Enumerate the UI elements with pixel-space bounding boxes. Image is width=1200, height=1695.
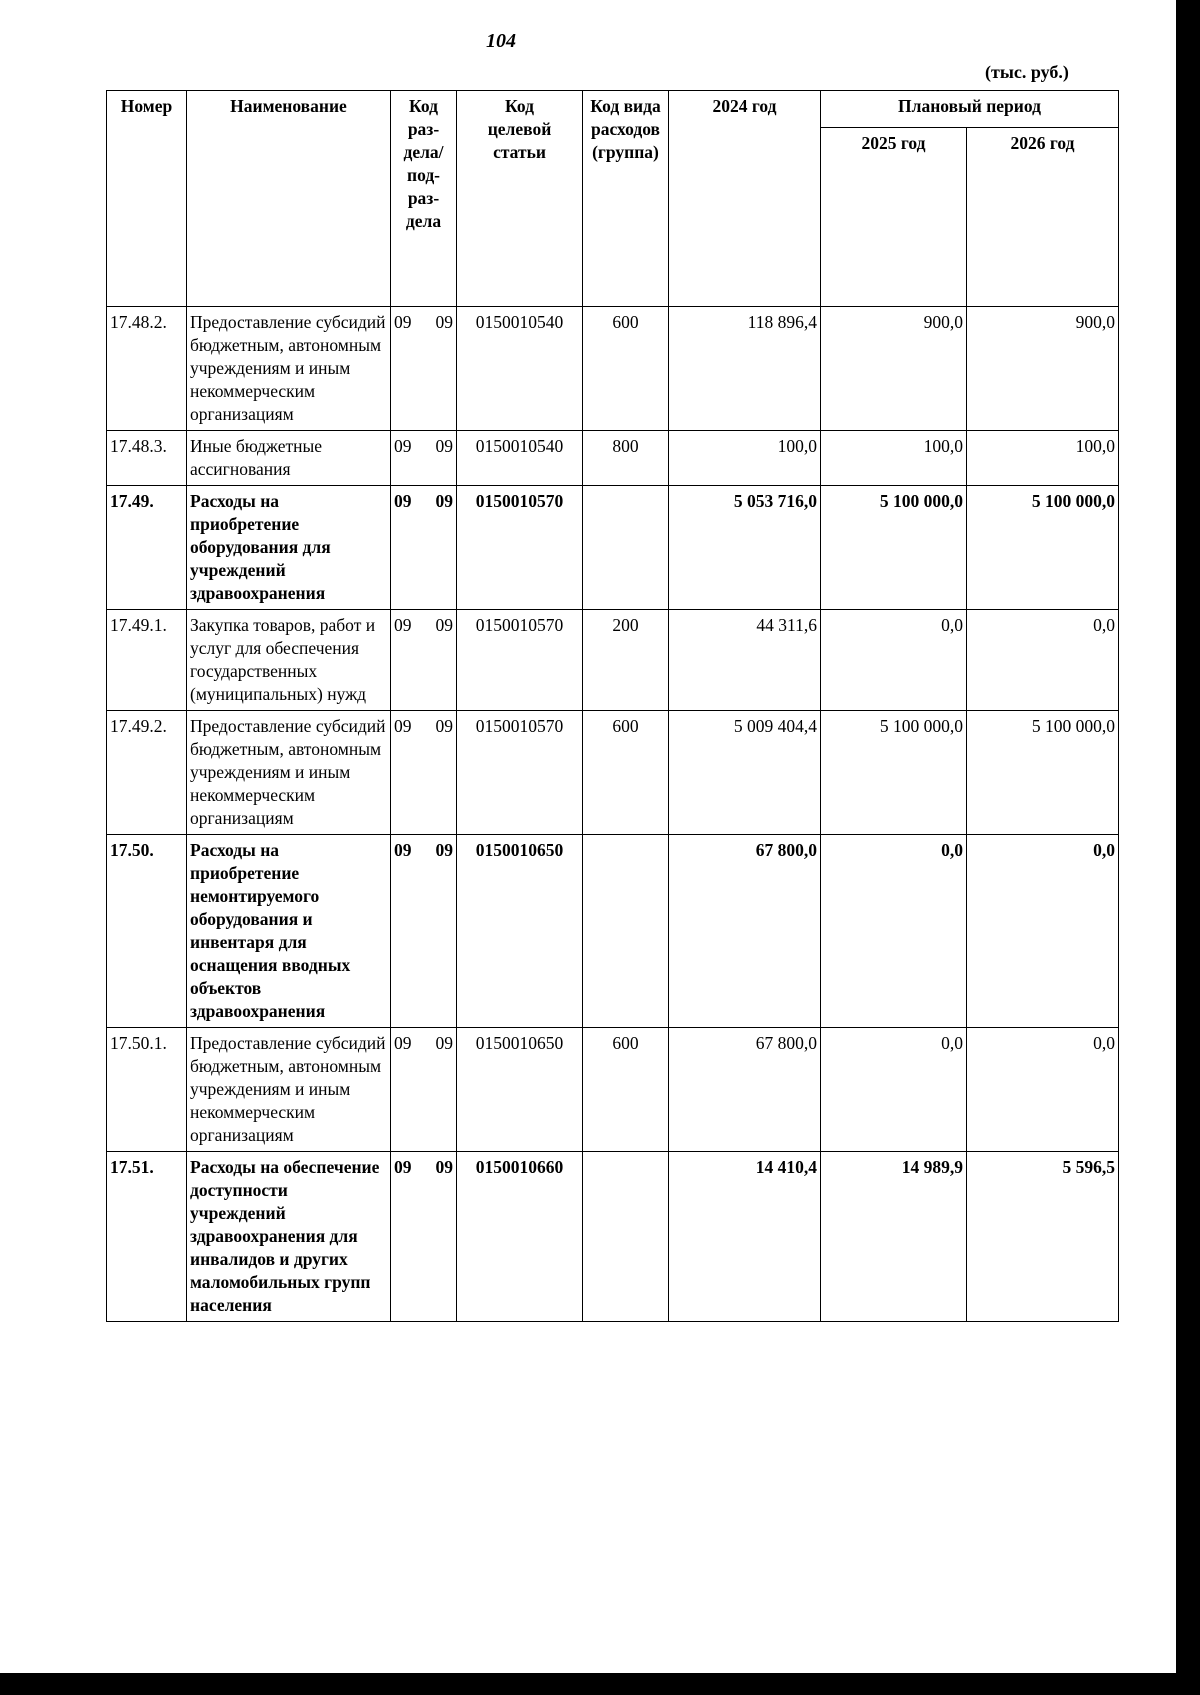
header-2026: 2026 год <box>967 128 1119 307</box>
row-expense-kind <box>583 835 669 1028</box>
row-section-code: 09 <box>394 491 412 511</box>
row-value-2026: 900,0 <box>967 307 1119 431</box>
row-number: 17.49. <box>107 486 187 610</box>
row-value-2026: 0,0 <box>967 835 1119 1028</box>
row-section <box>391 835 457 1028</box>
header-kind: Код вида расходов (группа) <box>583 91 669 307</box>
row-section-code: 09 <box>394 312 412 332</box>
row-section <box>391 1028 457 1152</box>
row-section-code: 09 <box>394 615 412 635</box>
row-target-code: 0150010650 <box>457 835 583 1028</box>
row-section-code: 09 <box>394 840 412 860</box>
table-row <box>107 1152 1119 1322</box>
table-row <box>107 307 1119 431</box>
row-section-code: 09 <box>394 1033 412 1053</box>
table-row <box>107 431 1119 486</box>
row-value-2025: 0,0 <box>821 1028 967 1152</box>
table-row <box>107 835 1119 1028</box>
table-header-row <box>107 91 1119 128</box>
header-name: Наименование <box>187 91 391 307</box>
row-value-2025: 14 989,9 <box>821 1152 967 1322</box>
row-value-2025: 5 100 000,0 <box>821 486 967 610</box>
row-value-2026: 5 596,5 <box>967 1152 1119 1322</box>
row-number: 17.50.1. <box>107 1028 187 1152</box>
row-target-code: 0150010660 <box>457 1152 583 1322</box>
row-section-code: 09 <box>394 436 412 456</box>
row-subsection-code: 09 <box>435 615 453 635</box>
row-expense-kind: 600 <box>583 711 669 835</box>
row-value-2024: 44 311,6 <box>669 610 821 711</box>
row-number: 17.51. <box>107 1152 187 1322</box>
row-target-code: 0150010570 <box>457 610 583 711</box>
row-target-code: 0150010540 <box>457 307 583 431</box>
scan-bottom-edge <box>0 1673 1200 1695</box>
row-value-2024: 100,0 <box>669 431 821 486</box>
units-label: (тыс. руб.) <box>985 62 1069 82</box>
row-number: 17.48.2. <box>107 307 187 431</box>
row-expense-kind <box>583 1152 669 1322</box>
budget-table <box>106 90 1119 1322</box>
table-row <box>107 711 1119 835</box>
row-section <box>391 711 457 835</box>
row-target-code: 0150010540 <box>457 431 583 486</box>
row-section-code: 09 <box>394 1157 412 1177</box>
row-name: Предоставление субсидий бюджетным, автономным учреждениям и иным некоммерческим организациям <box>187 1028 391 1152</box>
row-section-code: 09 <box>394 716 412 736</box>
row-value-2026: 0,0 <box>967 1028 1119 1152</box>
row-subsection-code: 09 <box>435 312 453 332</box>
row-value-2026: 100,0 <box>967 431 1119 486</box>
row-name: Расходы на приобретение немонтируемого оборудования и инвентаря для оснащения вводных объектов здравоохранения <box>187 835 391 1028</box>
header-2024: 2024 год <box>669 91 821 307</box>
row-subsection-code: 09 <box>435 1033 453 1053</box>
row-target-code: 0150010650 <box>457 1028 583 1152</box>
row-value-2024: 67 800,0 <box>669 1028 821 1152</box>
table-row <box>107 486 1119 610</box>
scan-right-edge <box>1176 0 1200 1695</box>
row-subsection-code: 09 <box>435 436 453 456</box>
row-section <box>391 610 457 711</box>
row-name: Расходы на приобретение оборудования для учреждений здравоохранения <box>187 486 391 610</box>
row-expense-kind: 800 <box>583 431 669 486</box>
row-value-2025: 0,0 <box>821 610 967 711</box>
row-name: Предоставление субсидий бюджетным, автономным учреждениям и иным некоммерческим организациям <box>187 711 391 835</box>
header-2025: 2025 год <box>821 128 967 307</box>
row-number: 17.48.3. <box>107 431 187 486</box>
row-value-2024: 118 896,4 <box>669 307 821 431</box>
row-value-2026: 0,0 <box>967 610 1119 711</box>
row-value-2025: 0,0 <box>821 835 967 1028</box>
row-value-2024: 5 009 404,4 <box>669 711 821 835</box>
row-expense-kind: 200 <box>583 610 669 711</box>
row-value-2024: 14 410,4 <box>669 1152 821 1322</box>
table-row <box>107 1028 1119 1152</box>
row-section <box>391 1152 457 1322</box>
header-planned-period: Плановый период <box>821 91 1119 128</box>
row-value-2024: 5 053 716,0 <box>669 486 821 610</box>
header-section: Код раз- дела/ под- раз- дела <box>391 91 457 307</box>
row-value-2025: 900,0 <box>821 307 967 431</box>
row-subsection-code: 09 <box>435 491 453 511</box>
row-value-2026: 5 100 000,0 <box>967 711 1119 835</box>
row-section <box>391 431 457 486</box>
header-number: Номер <box>107 91 187 307</box>
row-value-2026: 5 100 000,0 <box>967 486 1119 610</box>
page-number: 104 <box>486 30 516 52</box>
row-expense-kind: 600 <box>583 1028 669 1152</box>
row-section <box>391 307 457 431</box>
row-value-2024: 67 800,0 <box>669 835 821 1028</box>
header-target: Код целевой статьи <box>457 91 583 307</box>
row-name: Иные бюджетные ассигнования <box>187 431 391 486</box>
row-expense-kind: 600 <box>583 307 669 431</box>
row-subsection-code: 09 <box>435 840 453 860</box>
row-name: Расходы на обеспечение доступности учреждений здравоохранения для инвалидов и других маломобильных групп населения <box>187 1152 391 1322</box>
table-row <box>107 610 1119 711</box>
row-number: 17.49.1. <box>107 610 187 711</box>
row-number: 17.49.2. <box>107 711 187 835</box>
row-name: Закупка товаров, работ и услуг для обеспечения государственных (муниципальных) нужд <box>187 610 391 711</box>
row-subsection-code: 09 <box>435 1157 453 1177</box>
row-number: 17.50. <box>107 835 187 1028</box>
row-target-code: 0150010570 <box>457 711 583 835</box>
row-expense-kind <box>583 486 669 610</box>
row-subsection-code: 09 <box>435 716 453 736</box>
row-section <box>391 486 457 610</box>
row-target-code: 0150010570 <box>457 486 583 610</box>
row-name: Предоставление субсидий бюджетным, автономным учреждениям и иным некоммерческим организациям <box>187 307 391 431</box>
row-value-2025: 5 100 000,0 <box>821 711 967 835</box>
row-value-2025: 100,0 <box>821 431 967 486</box>
